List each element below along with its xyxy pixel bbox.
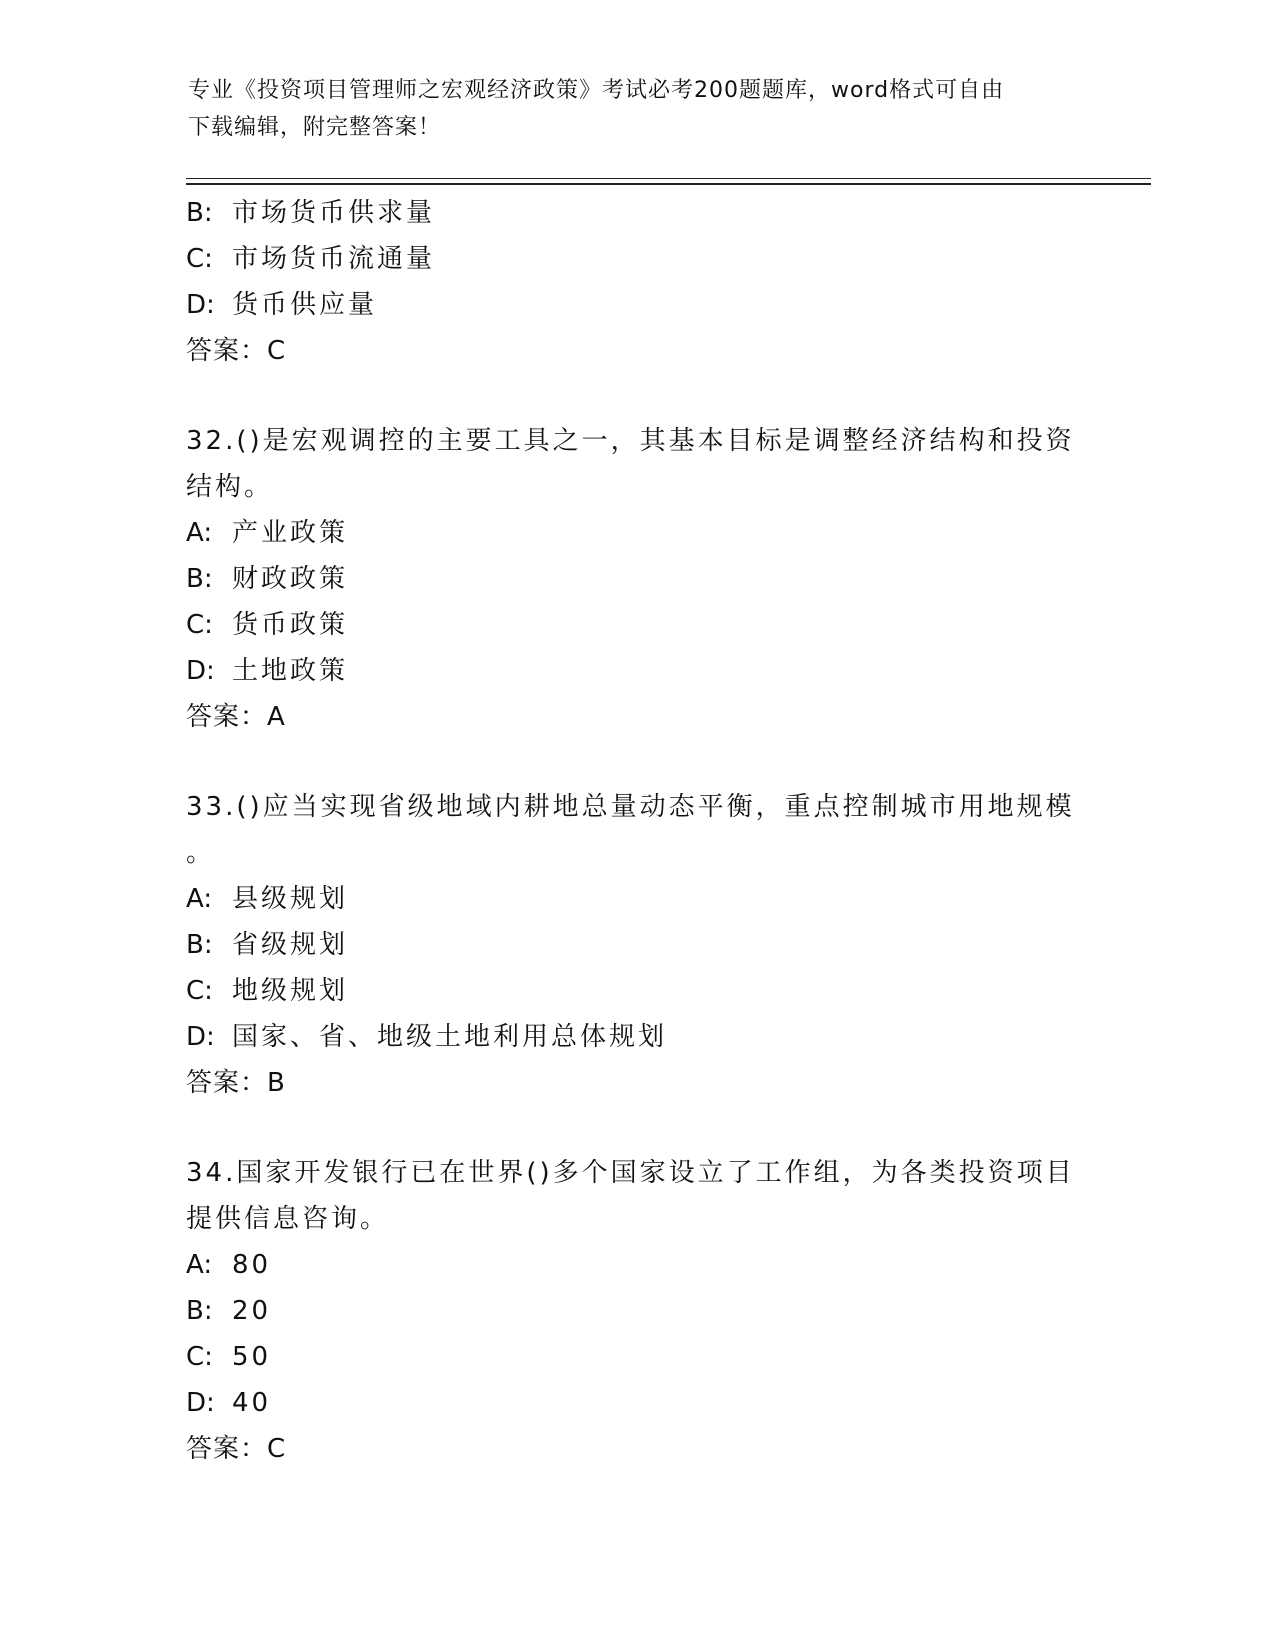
header-line-2: 下载编辑，附完整答案！ — [188, 115, 442, 140]
answer-line: 答案：C — [186, 336, 287, 366]
answer-line: 答案：A — [186, 702, 286, 732]
answer-line: 答案：C — [186, 1434, 287, 1464]
document-header — [188, 72, 1068, 146]
option-b: B: 省级规划 — [186, 930, 349, 960]
header-rule-thick — [186, 183, 1151, 185]
question-list — [186, 190, 1086, 1516]
option-d: D: 40 — [186, 1388, 272, 1418]
option-c: C: 50 — [186, 1342, 272, 1372]
option-a: A: 产业政策 — [186, 518, 349, 548]
option-b: B: 财政政策 — [186, 564, 349, 594]
question-block-continued — [186, 190, 1086, 374]
option-c: C: 市场货币流通量 — [186, 244, 436, 274]
question-block-33 — [186, 784, 1086, 1106]
header-line-1: 专业《投资项目管理师之宏观经济政策》考试必考200题题库，word格式可自由 — [188, 78, 1005, 103]
question-text: 33.()应当实现省级地域内耕地总量动态平衡，重点控制城市用地规模 。 — [186, 792, 1075, 868]
question-text: 34.国家开发银行已在世界()多个国家设立了工作组，为各类投资项目 提供信息咨询。 — [186, 1158, 1075, 1234]
option-d: D: 土地政策 — [186, 656, 349, 686]
question-block-32 — [186, 418, 1086, 740]
answer-line: 答案：B — [186, 1068, 286, 1098]
option-c: C: 货币政策 — [186, 610, 349, 640]
option-a: A: 县级规划 — [186, 884, 349, 914]
question-block-34 — [186, 1150, 1086, 1472]
option-d: D: 货币供应量 — [186, 290, 378, 320]
option-c: C: 地级规划 — [186, 976, 349, 1006]
option-b: B: 20 — [186, 1296, 272, 1326]
option-d: D: 国家、省、地级土地利用总体规划 — [186, 1022, 668, 1052]
option-a: A: 80 — [186, 1250, 272, 1280]
header-rule-thin — [186, 178, 1151, 179]
option-b: B: 市场货币供求量 — [186, 198, 436, 228]
question-text: 32.()是宏观调控的主要工具之一，其基本目标是调整经济结构和投资 结构。 — [186, 426, 1075, 502]
